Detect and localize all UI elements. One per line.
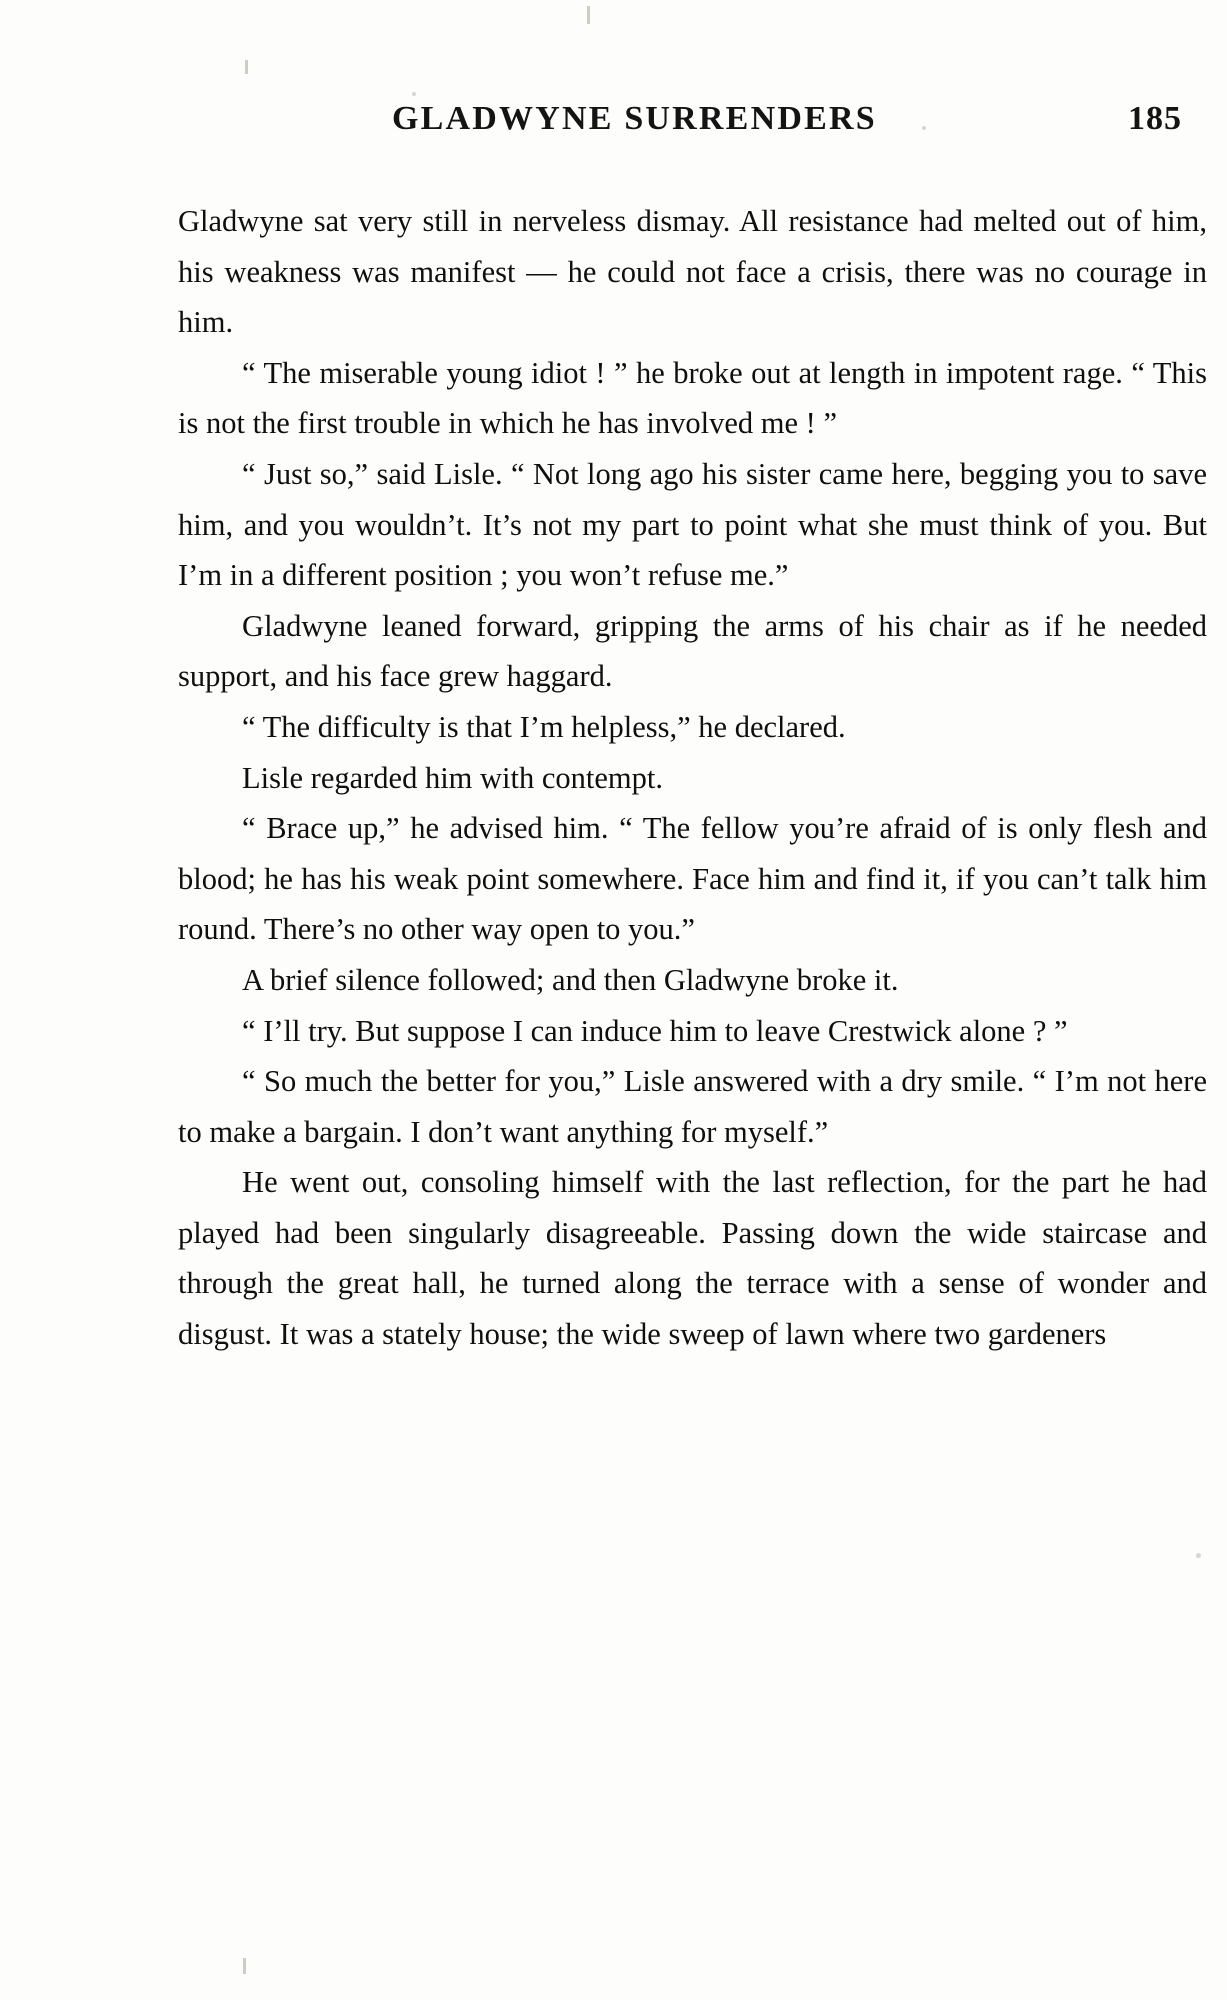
scan-speck [412,92,416,96]
page-edge-mark-top [587,6,590,24]
scan-speck [1196,1553,1201,1558]
paragraph: “ The difficulty is that I’m helpless,” he declared. [242,709,846,744]
paragraph: A brief silence followed; and then Gladwyne broke it. [242,962,899,997]
running-title: GLADWYNE SURRENDERS [392,100,877,137]
page-number: 185 [1128,100,1182,137]
paragraph: Gladwyne leaned forward, gripping the arms of his chair as if he needed support, and his face grew haggard. [178,608,1207,694]
paragraph: Gladwyne sat very still in nerveless dismay. All resistance had melted out of him, his weakness was manifest — he could not face a crisis, there was no courage in him. [178,204,1207,340]
paragraph: “ Brace up,” he advised him. “ The fellow you’re afraid of is only flesh and blood; he has his weak point somewhere. Face him and find it, if you can’t talk him round. There’s no other way open to you.” [178,811,1207,947]
paragraph: “ I’ll try. But suppose I can induce him to leave Crestwick alone ? ” [242,1013,1068,1048]
page-body [178,196,1207,1360]
paragraph: He went out, consoling himself with the last reflection, for the part he had played had been singularly disagreeable. Passing down the wide staircase and through the great hall, he turned along the terrace with a sense of wonder and disgust. It was a stately house; the wide sweep of lawn where two gardeners [178,1165,1207,1352]
paragraph: “ So much the better for you,” Lisle answered with a dry smile. “ I’m not here to make a bargain. I don’t want anything for myself.” [178,1064,1207,1149]
page-edge-mark-bottom [243,1958,246,1974]
paragraph: Lisle regarded him with contempt. [242,760,664,795]
paragraph: “ The miserable young idiot ! ” he broke out at length in impotent rage. “ This is not the first trouble in which he has involved me ! ” [178,355,1207,441]
paragraph: “ Just so,” said Lisle. “ Not long ago his sister came here, begging you to save him, and you wouldn’t. It’s not my part to point what she must think of you. But I’m in a different position ; you won’t refuse me.” [178,456,1207,593]
page-header [150,100,1200,146]
page-edge-mark-left [245,60,248,74]
